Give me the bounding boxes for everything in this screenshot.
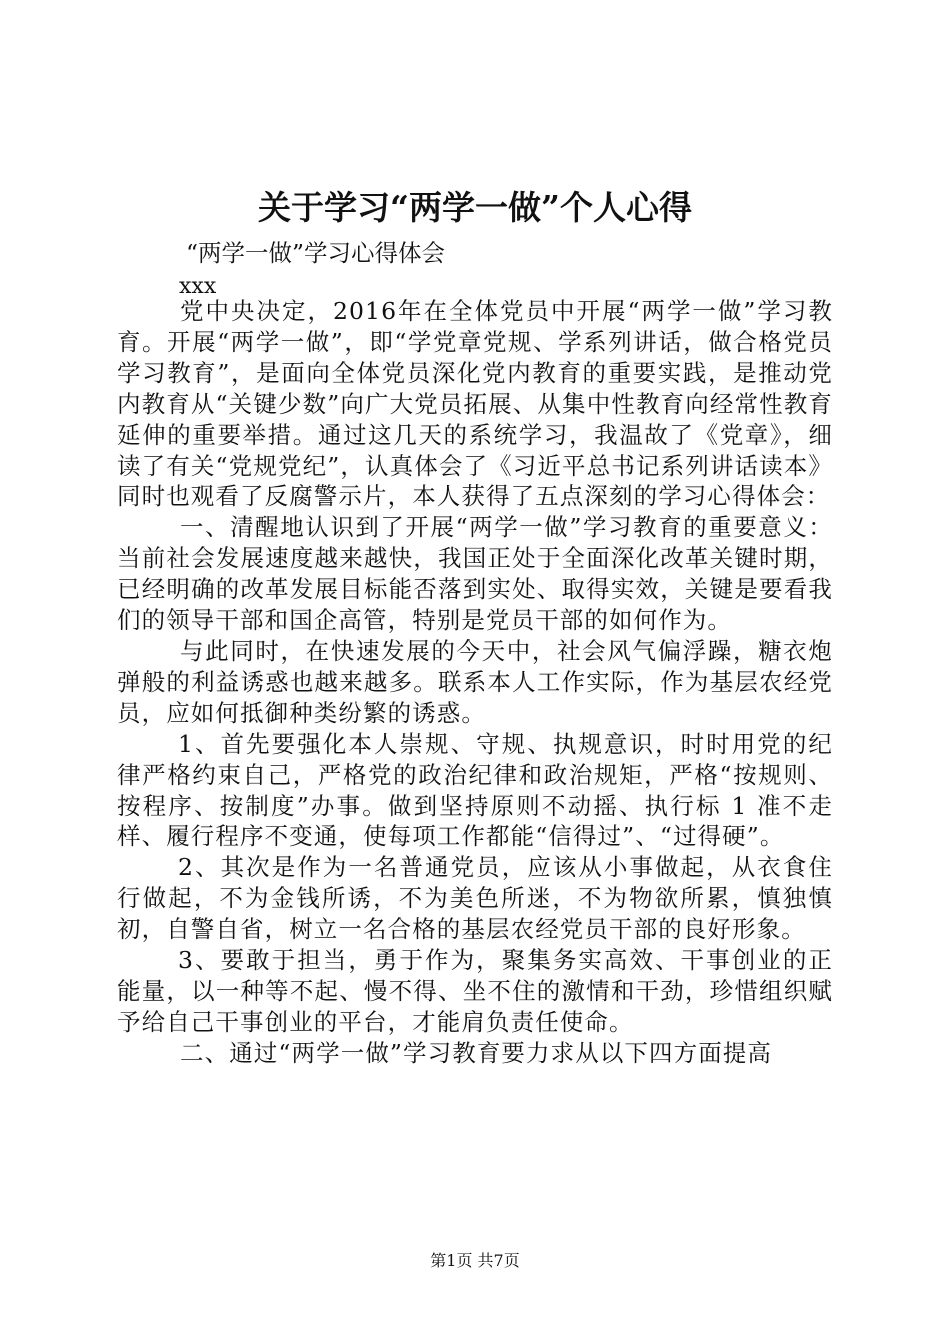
paragraph-point-2: 2、其次是作为一名普通党员，应该从小事做起，从衣食住行做起，不为金钱所诱，不为美色所迷，不为物欲所累，慎独慎初，自警自省，树立一名合格的基层农经党员干部的良好形象。 — [117, 853, 833, 944]
document-subtitle: “两学一做”学习心得体会 — [186, 239, 446, 267]
paragraph-meanwhile: 与此同时，在快速发展的今天中，社会风气偏浮躁，糖衣炮弹般的利益诱惑也越来越多。联系本人工作实际，作为基层农经党员，应如何抵御种类纷繁的诱惑。 — [117, 636, 833, 727]
paragraph-point-3: 3、要敢于担当，勇于作为，聚集务实高效、干事创业的正能量，以一种等不起、慢不得、坐不住的激情和干劲，珍惜组织赋予给自己干事创业的平台，才能肩负责任使命。 — [117, 946, 833, 1036]
paragraph-intro: 党中央决定，2016年在全体党员中开展“两学一做”学习教育。开展“两学一做”，即“学党章党规、学系列讲话，做合格党员学习教育”，是面向全体党员深化党内教育的重要实践，是推动党内教育从“关键少数”向广大党员拓展、从集中性教育向经常性教育延伸的重要举措。通过这几天的系统学习，我温故了《党章》，细读了有关“党规党纪”，认真体会了《习近平总书记系列讲话读本》同时也观看了反腐警示片，本人获得了五点深刻的学习心得体会： — [117, 297, 833, 511]
page-footer: 第1页 共7页 — [430, 1251, 520, 1270]
paragraph-section-two: 二、通过“两学一做”学习教育要力求从以下四方面提高 — [180, 1038, 773, 1067]
document-author: xxx — [179, 274, 217, 299]
paragraph-section-one: 一、清醒地认识到了开展“两学一做”学习教育的重要意义：当前社会发展速度越来越快，我国正处于全面深化改革关键时期，已经明确的改革发展目标能否落到实处、取得实效，关键是要看我们的领导干部和国企高管，特别是党员干部的如何作为。 — [117, 513, 833, 635]
document-title: 关于学习“两学一做”个人心得 — [258, 188, 692, 227]
paragraph-point-1: 1、首先要强化本人崇规、守规、执规意识，时时用党的纪律严格约束自己，严格党的政治纪律和政治规矩，严格“按规则、按程序、按制度”办事。做到坚持原则不动摇、执行标 1 准不走样、履行程序不变通，使每项工作都能“信得过”、“过得硬”。 — [117, 729, 833, 851]
document-body — [117, 296, 833, 1069]
